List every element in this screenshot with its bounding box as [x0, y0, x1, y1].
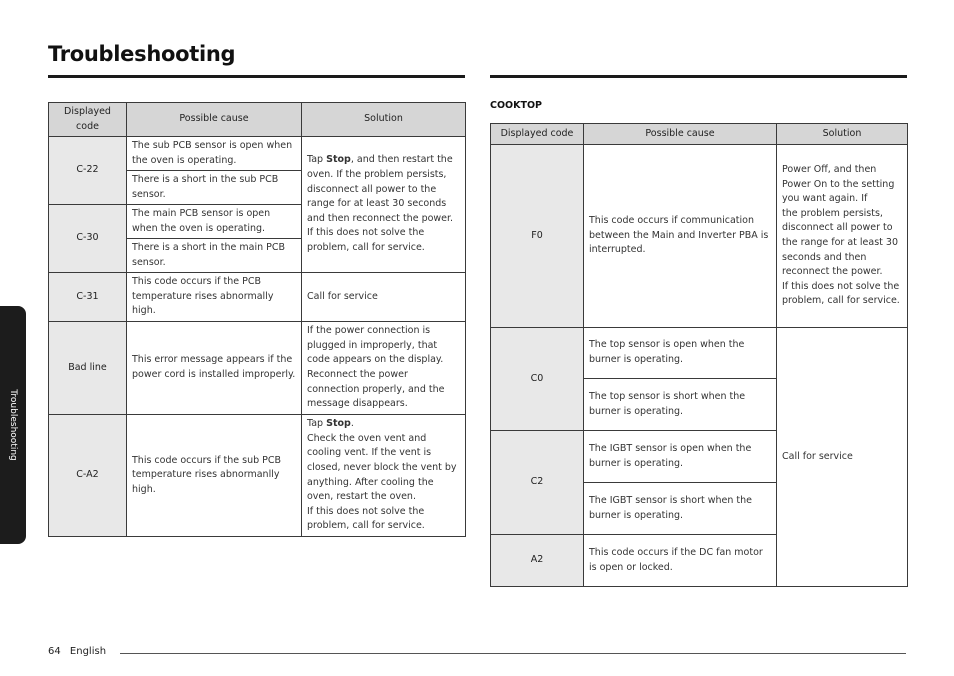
header-possible-cause: Possible cause — [584, 124, 777, 145]
error-code-cell: C0 — [491, 328, 584, 431]
page-title: Troubleshooting — [48, 42, 236, 66]
footer-language: English — [69, 646, 107, 657]
cause-cell: This code occurs if the DC fan motor is open or locked. — [584, 535, 777, 587]
cause-cell: This error message appears if the power cord is installed improperly. — [127, 322, 302, 415]
stop-key-label: Stop — [326, 154, 351, 166]
error-code-cell: C2 — [491, 431, 584, 535]
error-code-cell: C-A2 — [49, 415, 127, 537]
cause-cell: The top sensor is short when the burner is operating. — [584, 379, 777, 431]
page-footer — [48, 646, 106, 657]
solution-text: If this does not solve the problem, call for service. — [782, 280, 900, 307]
header-possible-cause: Possible cause — [127, 103, 302, 137]
table-header-row — [491, 124, 908, 145]
oven-error-table — [48, 102, 466, 537]
table-row — [491, 145, 908, 328]
error-code-cell: C-31 — [49, 273, 127, 322]
error-code-cell: F0 — [491, 145, 584, 328]
cause-cell: This code occurs if communication between the Main and Inverter PBA is interrupted. — [584, 145, 777, 328]
table-row — [49, 415, 466, 537]
solution-text: Tap — [307, 154, 327, 166]
solution-text: Tap — [307, 418, 327, 430]
cause-cell: There is a short in the sub PCB sensor. — [127, 171, 302, 205]
title-rule-left — [48, 75, 465, 78]
solution-text: , and then restart the oven. If the problem persists, disconnect all power to the range for at least 30 seconds and then reconnect the power. If this does not solve the problem, call for service. — [307, 154, 454, 253]
header-solution: Solution — [777, 124, 908, 145]
cause-cell: This code occurs if the sub PCB temperature rises abnormanlly high. — [127, 415, 302, 537]
stop-key-label: Stop — [326, 418, 351, 430]
table-header-row — [49, 103, 466, 137]
solution-cell — [302, 415, 466, 537]
cause-cell: The IGBT sensor is short when the burner is operating. — [584, 483, 777, 535]
solution-text: the problem persists, disconnect all power to the range for at least 30 seconds and then reconnect the power. — [782, 207, 898, 278]
table-row — [49, 322, 466, 415]
solution-text: Power Off, and then Power On to the setting you want again. If — [782, 164, 895, 205]
solution-text: . — [350, 418, 354, 430]
side-section-tab[interactable] — [0, 306, 26, 544]
error-code-cell: Bad line — [49, 322, 127, 415]
table-row — [49, 137, 466, 171]
header-displayed-code: Displayed code — [491, 124, 584, 145]
title-rule-right — [490, 75, 907, 78]
solution-cell — [302, 137, 466, 273]
solution-text: Check the oven vent and cooling vent. If the vent is closed, never block the vent by anything. After cooling the oven, restart the oven. — [307, 432, 457, 503]
solution-cell — [777, 145, 908, 328]
table-row — [49, 273, 466, 322]
cause-cell: The top sensor is open when the burner is operating. — [584, 328, 777, 379]
cooktop-error-table — [490, 123, 908, 587]
error-code-cell: C-30 — [49, 205, 127, 273]
table-row — [491, 328, 908, 379]
footer-rule — [120, 653, 906, 654]
cause-cell: The sub PCB sensor is open when the oven is operating. — [127, 137, 302, 171]
solution-text: If this does not solve the problem, call for service. — [307, 505, 425, 532]
header-displayed-code: Displayed code — [49, 103, 127, 137]
error-code-cell: C-22 — [49, 137, 127, 205]
solution-cell: Call for service — [777, 328, 908, 587]
section-heading-cooktop: COOKTOP — [490, 100, 543, 111]
cause-cell: The IGBT sensor is open when the burner is operating. — [584, 431, 777, 483]
cause-cell: This code occurs if the PCB temperature rises abnormally high. — [127, 273, 302, 322]
solution-cell: Call for service — [302, 273, 466, 322]
side-tab-label: Troubleshooting — [8, 389, 18, 461]
header-solution: Solution — [302, 103, 466, 137]
cause-cell: The main PCB sensor is open when the oven is operating. — [127, 205, 302, 239]
solution-cell: If the power connection is plugged in improperly, that code appears on the display. Reconnect the power connection properly, and the message disappears. — [302, 322, 466, 415]
error-code-cell: A2 — [491, 535, 584, 587]
page-number: 64 — [48, 646, 61, 657]
cause-cell: There is a short in the main PCB sensor. — [127, 239, 302, 273]
